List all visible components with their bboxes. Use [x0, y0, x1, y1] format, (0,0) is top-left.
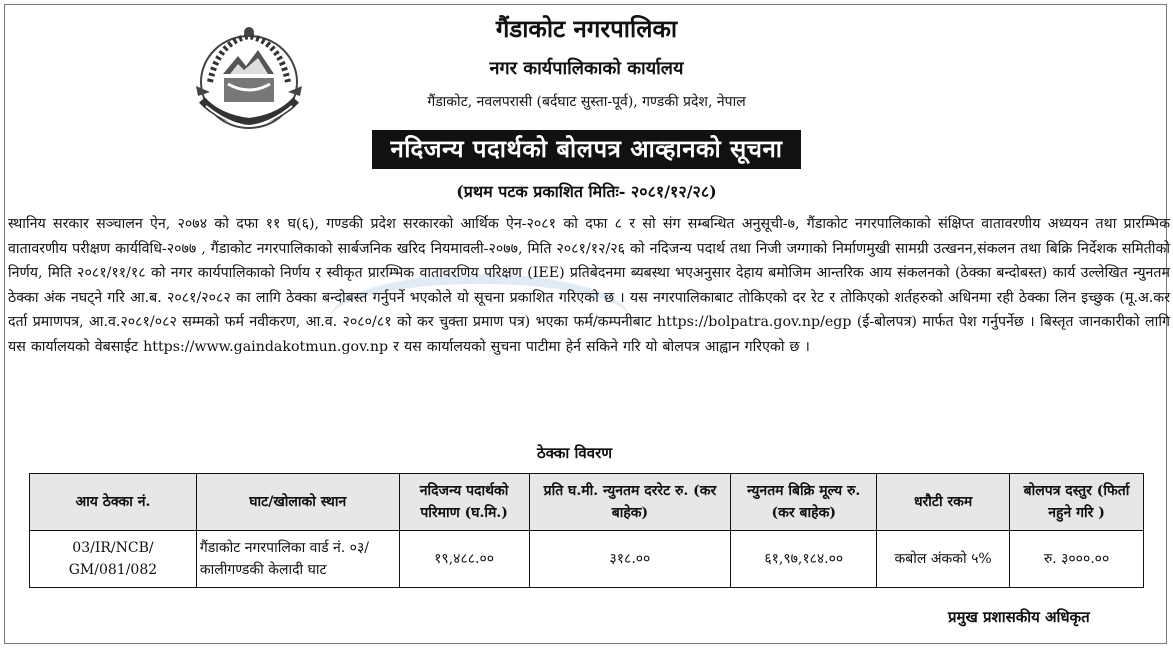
cell-location: गैंडाकोट नगरपालिका वार्ड नं. ०३/ कालीगण्डकी केलादी घाट — [196, 531, 399, 588]
office-address: गैंडाकोट, नवलपरासी (बर्दघाट सुस्ता-पूर्व), गण्डकी प्रदेश, नेपाल — [427, 94, 746, 110]
notice-body: स्थानिय सरकार सञ्चालन ऐन, २०७४ को दफा ११ घ(६), गण्डकी प्रदेश सरकारको आर्थिक ऐन-२०८१ को दफा ८ र सो संग सम्बन्धित अनुसूची-७, गैंडाकोट नगरपालिकाको संक्षिप्त वातावरणीय अध्ययन तथा प्रारम्भिक वातावरणीय परीक्षण कार्यविधि-२०७७ , गैंडाकोट नगरपालिकाको सार्बजनिक खरिद नियमावली-२०७७, मिति २०८१/१२/२६ को नदिजन्य पदार्थ तथा निजी जग्गाको निर्माणमुखी सामग्री उत्खनन,संकलन तथा बिक्रि निर्देशक समितीको निर्णय, मिति २०८१/११/१८ को नगर कार्यपालिकाको निर्णय र स्वीकृत प्रारम्भिक वातावरणिय परिक्षण (IEE) प्रतिबेदनमा ब्यबस्था भएअनुसार देहाय बमोजिम आन्तरिक आय संकलनको (ठेक्का बन्दोबस्त) कार्य उल्लेखित न्युनतम ठेक्का अंक नघट्ने गरि आ.ब. २०८१/२०८२ का लागि ठेक्का बन्दोबस्त गर्नुपर्ने भएकोले यो सूचना प्रकाशित गरिएको छ । यस नगरपालिकाबाट तोकिएको दर रेट र तोकिएको शर्तहरुको अधिनमा रही ठेक्का लिन इच्छुक (मू.अ.कर दर्ता प्रमाणपत्र, आ.व.२०८१/०८२ सम्मको फर्म नवीकरण, आ.व. २०८०/८१ को कर चुक्ता प्रमाण पत्र) भएका फर्म/कम्पनीबाट https://bolpatra.gov.np/egp (ई-बोलपत्र) मार्फत पेश गर्नुपर्नेछ । बिस्तृत जानकारीको लागि यस कार्यालयको वेबसाईट https://www.gaindakotmun.gov.np र यस कार्यालयको सुचना पाटीमा हेर्न सकिने गरि यो बोलपत्र आह्वान गरिएको छ । — [8, 216, 1171, 355]
cell-quantity: १९,४८८.०० — [399, 531, 529, 588]
notice-title-wrap — [0, 130, 1173, 169]
header-contract-no: आय ठेक्का नं. — [30, 474, 197, 531]
header-fee: बोलपत्र दस्तुर (फिर्ता नहुने गरि ) — [1010, 474, 1144, 531]
cell-deposit: कबोल अंकको ५% — [877, 531, 1010, 588]
header-min-price: न्युनतम बिक्रि मूल्य रु. (कर बाहेक) — [731, 474, 877, 531]
cell-contract-no: 03/IR/NCB/ GM/081/082 — [30, 531, 197, 588]
table-header-row — [30, 474, 1144, 531]
header-location: घाट/खोलाको स्थान — [196, 474, 399, 531]
contract-table — [29, 473, 1144, 588]
header-deposit: धरौटी रकम — [877, 474, 1010, 531]
header-rate: प्रति घ.मी. न्युनतम दररेट रु. (कर बाहेक) — [529, 474, 731, 531]
cell-fee: रु. ३०००.०० — [1010, 531, 1144, 588]
notice-title: नदिजन्य पदार्थको बोलपत्र आव्हानको सूचना — [372, 130, 800, 169]
signature-title: प्रमुख प्रशासकीय अधिकृत — [948, 608, 1090, 626]
cell-rate: ३१८.०० — [529, 531, 731, 588]
organization-name: गैंडाकोट नगरपालिका — [495, 14, 678, 43]
table-row — [30, 531, 1144, 588]
cell-min-price: ६१,९७,१८४.०० — [731, 531, 877, 588]
table-caption: ठेक्का विवरण — [537, 444, 613, 462]
publish-date: (प्रथम पटक प्रकाशित मितिः- २०८१/१२/२८) — [456, 182, 717, 201]
office-name: नगर कार्यपालिकाको कार्यालय — [489, 58, 684, 79]
header-quantity: नदिजन्य पदार्थको परिमाण (घ.मि.) — [399, 474, 529, 531]
